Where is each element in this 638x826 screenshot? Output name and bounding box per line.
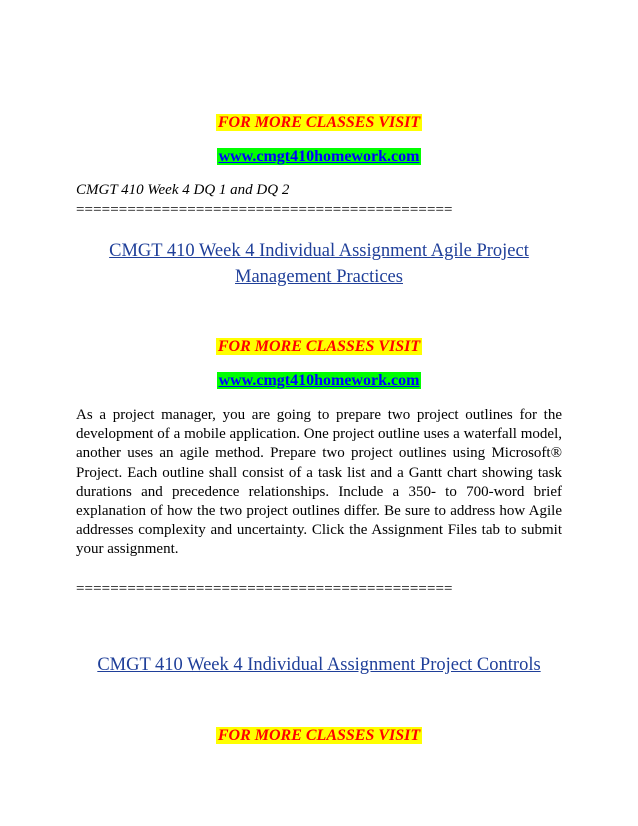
visit-banner: FOR MORE CLASSES VISIT: [217, 114, 421, 131]
assignment-description: As a project manager, you are going to prepare two project outlines for the development of a mobile application. One project outline uses a waterfall model, another uses an agile method. Prepare two project outlines using Microsoft® Project. Each outline shall consist of a task list and a Gantt chart showing task durations and precedence relationships. Include a 350- to 700-word brief explanation of how the two project outlines differ. Be sure to address how Agile addresses complexity and uncertainty. Click the Assignment Files tab to submit your assignment.: [76, 407, 562, 558]
heading-line[interactable]: CMGT 410 Week 4 Individual Assignment Agile Project: [109, 241, 529, 261]
site-line-2: [0, 371, 638, 391]
promo-line-3: [0, 726, 638, 746]
heading-line[interactable]: Management Practices: [235, 267, 403, 287]
separator-line: ============================================: [76, 581, 453, 597]
separator-line: ============================================: [76, 202, 453, 218]
site-line-1: [0, 147, 638, 167]
promo-line-2: [0, 337, 638, 357]
assignment-heading-agile[interactable]: [76, 238, 562, 290]
site-link[interactable]: www.cmgt410homework.com: [218, 148, 420, 165]
heading-line[interactable]: CMGT 410 Week 4 Individual Assignment Project Controls: [97, 655, 541, 675]
site-link[interactable]: www.cmgt410homework.com: [218, 372, 420, 389]
assignment-heading-controls[interactable]: [60, 652, 578, 678]
visit-banner: FOR MORE CLASSES VISIT: [217, 727, 421, 744]
visit-banner: FOR MORE CLASSES VISIT: [217, 338, 421, 355]
promo-line-1: [0, 113, 638, 133]
dq-title: CMGT 410 Week 4 DQ 1 and DQ 2: [76, 182, 290, 198]
